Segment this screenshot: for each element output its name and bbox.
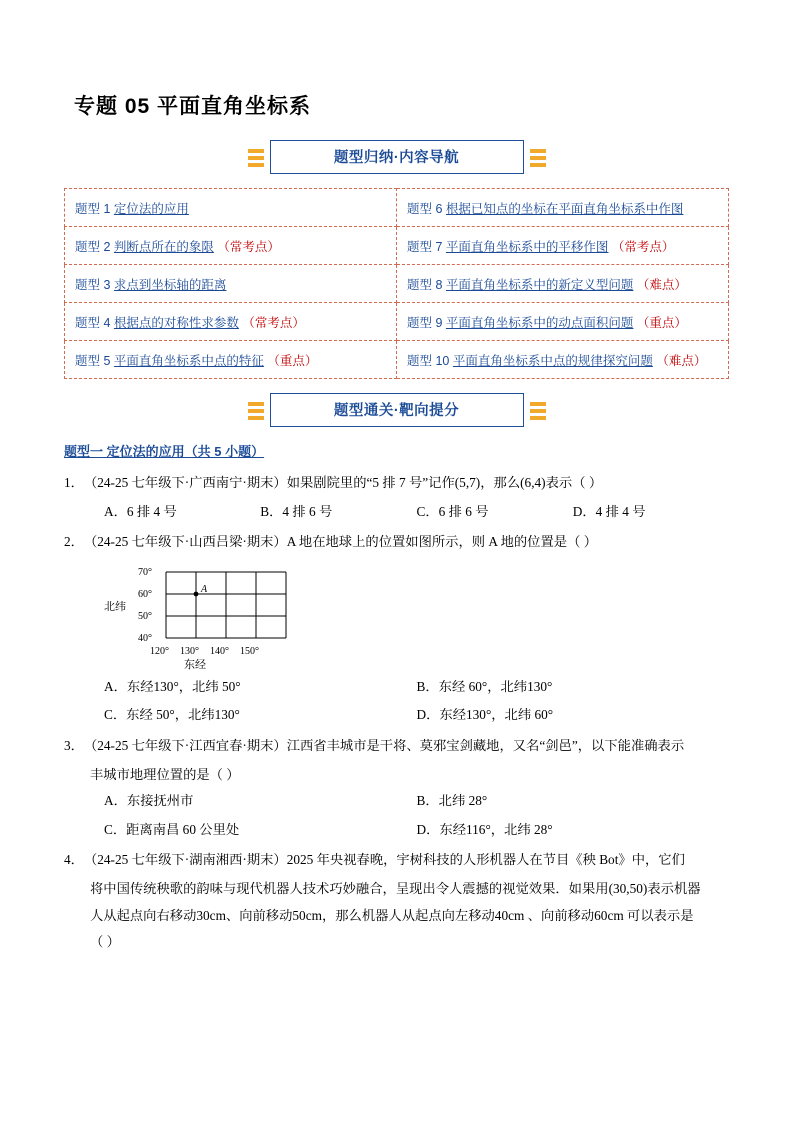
question-4-line4: （ ） [90, 934, 120, 950]
toc-cell-left[interactable] [65, 189, 397, 227]
toc-tag: （难点） [656, 353, 707, 368]
toc-link[interactable]: 平面直角坐标系中点的特征 [113, 353, 264, 368]
toc-cell-right[interactable] [397, 189, 729, 227]
banner-box-1 [270, 140, 524, 174]
option-d[interactable]: D．东经116°，北纬 28° [416, 821, 553, 837]
question-4-line2: 将中国传统秧歌的韵味与现代机器人技术巧妙融合，呈现出令人震撼的视觉效果．如果用(30,50)表示机器 [90, 880, 701, 896]
toc-no: 题型 3 [75, 277, 111, 292]
table-row [65, 227, 729, 265]
question-4 [64, 847, 729, 955]
y-label-0: 70° [138, 566, 152, 578]
question-number: 4． [64, 852, 84, 868]
toc-tag: （常考点） [611, 239, 675, 254]
question-body: （24-25 七年级下·广西南宁·期末）如果剧院里的“5 排 7 号”记作(5,7)，那么(6,4)表示（ ） [83, 475, 603, 490]
toc-link[interactable]: 平面直角坐标系中的新定义型问题 [445, 277, 634, 292]
toc-tag: （常考点） [217, 239, 280, 254]
question-2-options-row1 [90, 674, 729, 701]
question-body-line1: （24-25 七年级下·湖南湘西·期末）2025 年央视春晚，宇树科技的人形机器人在节目《秧 Bot》中，它们 [83, 852, 685, 868]
option-a[interactable]: A．东接抚州市 [104, 793, 194, 809]
question-2-options-row2 [90, 702, 729, 729]
table-row [65, 341, 729, 379]
question-body: （24-25 七年级下·山西吕梁·期末）A 地在地球上的位置如图所示，则 A 地的位置是（ ） [83, 534, 597, 550]
banner-right-deco-icon [530, 147, 546, 167]
option-a[interactable]: A．6 排 4 号 [104, 503, 177, 519]
point-a-label: A [201, 583, 208, 595]
toc-cell-left[interactable] [65, 265, 397, 303]
toc-link[interactable]: 平面直角坐标系中点的规律探究问题 [452, 353, 653, 368]
toc-no: 题型 2 [75, 239, 111, 254]
toc-no: 题型 10 [407, 353, 450, 368]
toc-link[interactable]: 判断点所在的象限 [113, 239, 214, 254]
question-body: （24-25 七年级下·江西宜春·期末）江西省丰城市是干将、莫邪宝剑藏地，又名“剑邑”，以下能准确表示 [83, 737, 685, 753]
toc-link[interactable]: 根据已知点的坐标在平面直角坐标系中作图 [445, 201, 684, 216]
banner-practice [64, 393, 729, 427]
question-text [64, 847, 729, 874]
y-label-3: 40° [138, 632, 152, 644]
section-heading: 题型一 定位法的应用（共 5 小题） [64, 444, 265, 459]
banner-left-deco-icon [248, 147, 264, 167]
banner-right-deco-icon [530, 400, 546, 420]
toc-link[interactable]: 根据点的对称性求参数 [113, 315, 239, 330]
x-label-0: 120° [150, 645, 169, 657]
y-axis-title: 北纬 [104, 600, 126, 613]
option-c[interactable]: C．东经 50°，北纬130° [104, 707, 240, 723]
question-number: 2． [64, 534, 84, 550]
question-2 [64, 529, 729, 729]
table-row [65, 189, 729, 227]
toc-no: 题型 1 [75, 201, 111, 216]
banner-box-2 [270, 393, 524, 427]
banner-1-label: 题型归纳·内容导航 [333, 150, 460, 166]
question-4-line3: 人从起点向右移动30cm、向前移动50cm，那么机器人从起点向左移动40cm 、向前移动60cm 可以表示是 [90, 907, 694, 923]
question-1-options [90, 499, 729, 526]
point-a-marker [194, 591, 199, 596]
question-number: 1． [64, 475, 84, 490]
toc-link[interactable]: 定位法的应用 [113, 201, 189, 216]
toc-cell-left[interactable] [65, 227, 397, 265]
grid-svg [98, 560, 358, 672]
banner-2-label: 题型通关·靶向提分 [333, 403, 460, 419]
table-row [65, 265, 729, 303]
banner-left-deco-icon [248, 400, 264, 420]
toc-tag: （难点） [636, 277, 687, 292]
toc-no: 题型 7 [407, 239, 443, 254]
toc-cell-left[interactable] [65, 341, 397, 379]
option-c[interactable]: C．距离南昌 60 公里处 [104, 821, 240, 837]
toc-link[interactable]: 平面直角坐标系中的动点面积问题 [445, 315, 634, 330]
question-3-options-row2 [90, 817, 729, 844]
x-label-3: 150° [240, 645, 259, 657]
option-d[interactable]: D．东经130°，北纬 60° [416, 707, 554, 723]
toc-cell-left[interactable] [65, 303, 397, 341]
toc-no: 题型 4 [75, 315, 111, 330]
question-number: 3． [64, 737, 84, 753]
option-b[interactable]: B．东经 60°，北纬130° [416, 678, 553, 694]
question-3-text-line2: 丰城市地理位置的是（ ） [90, 766, 240, 782]
toc-cell-right[interactable] [397, 227, 729, 265]
page-title: 专题 05 平面直角坐标系 [74, 95, 312, 118]
question-text [64, 733, 729, 760]
option-a[interactable]: A．东经130°，北纬 50° [104, 678, 241, 694]
toc-no: 题型 6 [407, 201, 443, 216]
x-axis-title: 东经 [184, 658, 206, 671]
toc-tag: （重点） [636, 315, 687, 330]
y-label-2: 50° [138, 610, 152, 622]
topic-catalogue-table [64, 188, 729, 379]
toc-tag: （常考点） [242, 315, 305, 330]
option-d[interactable]: D．4 排 4 号 [572, 503, 646, 519]
toc-no: 题型 9 [407, 315, 443, 330]
toc-no: 题型 8 [407, 277, 443, 292]
table-row [65, 303, 729, 341]
toc-no: 题型 5 [75, 353, 111, 368]
option-c[interactable]: C．6 排 6 号 [416, 503, 489, 519]
toc-link[interactable]: 求点到坐标轴的距离 [113, 277, 227, 292]
y-label-1: 60° [138, 588, 152, 600]
latitude-longitude-grid-figure [98, 560, 729, 672]
banner-content-navigation [64, 140, 729, 174]
toc-cell-right[interactable] [397, 265, 729, 303]
question-text [64, 529, 729, 556]
option-b[interactable]: B．北纬 28° [416, 793, 488, 809]
x-label-2: 140° [210, 645, 229, 657]
toc-cell-right[interactable] [397, 341, 729, 379]
question-1 [64, 470, 729, 525]
option-b[interactable]: B．4 排 6 号 [260, 503, 333, 519]
toc-link[interactable]: 平面直角坐标系中的平移作图 [445, 239, 609, 254]
question-text [64, 470, 729, 497]
question-3 [64, 733, 729, 843]
x-label-1: 130° [180, 645, 199, 657]
toc-tag: （重点） [267, 353, 318, 368]
question-3-options-row1 [90, 788, 729, 815]
toc-cell-right[interactable] [397, 303, 729, 341]
